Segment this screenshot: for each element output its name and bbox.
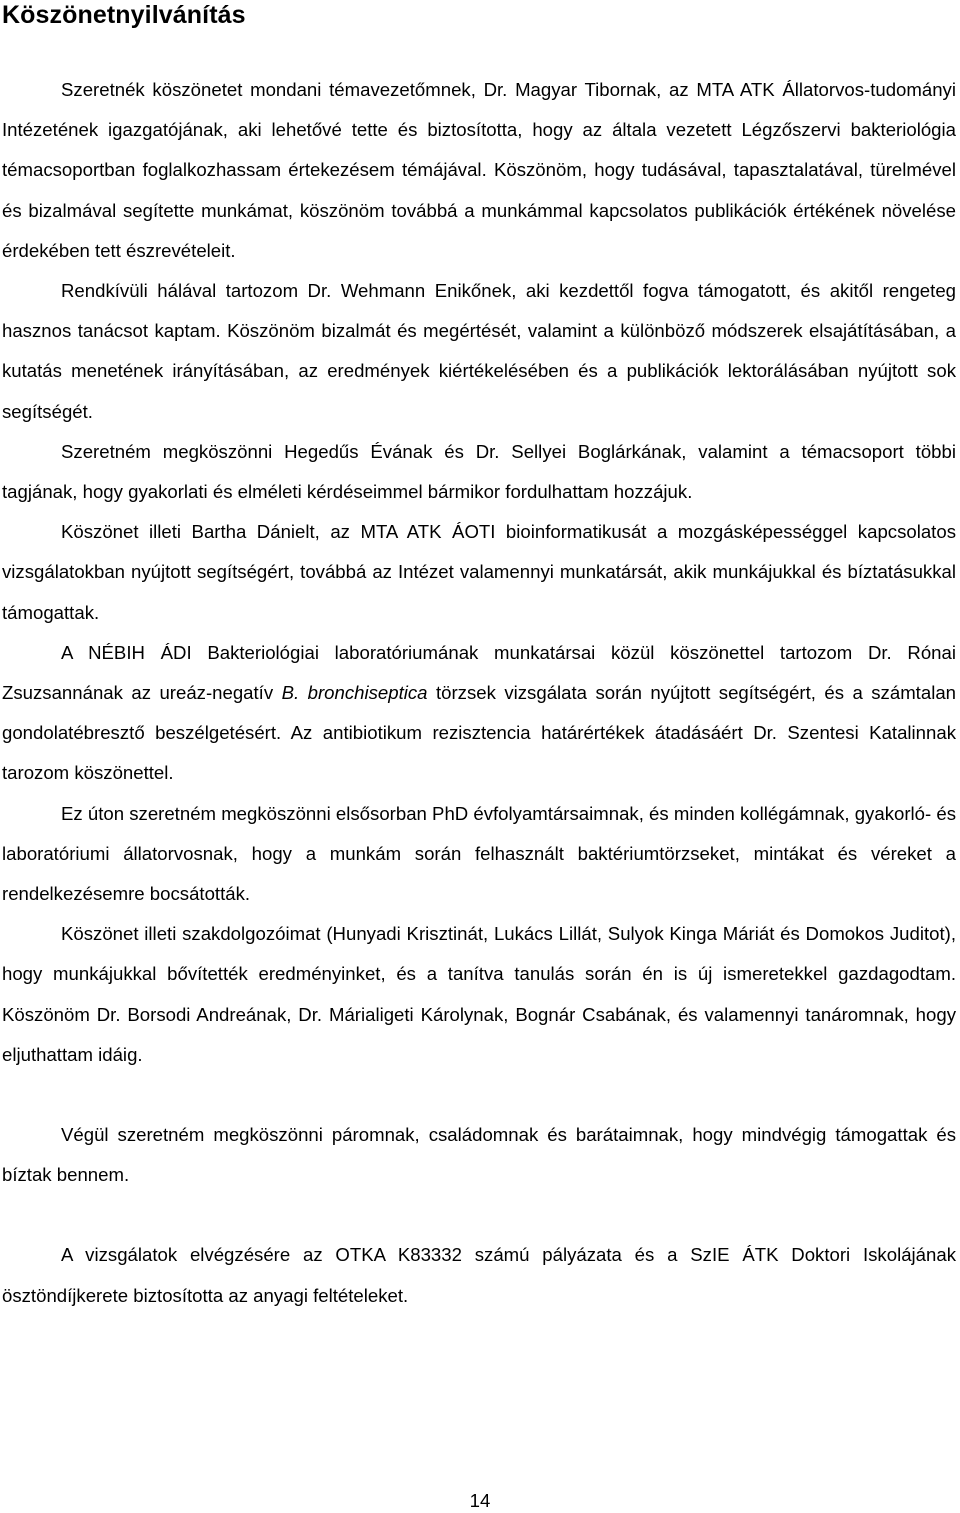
paragraph-funding: A vizsgálatok elvégzésére az OTKA K83332 számú pályázata és a SzIE ÁTK Doktori Iskolájának ösztöndíjkerete biztosította az anyagi feltételeket. [2, 1244, 956, 1306]
paragraph-nebih-lab-text-2: törzsek vizsgálata során nyújtott segítségért, és a számtalan gondolatébresztő beszélgetésért. Az antibiotikum rezisztencia határértékek átadásáért Dr. Szentesi Katalinnak tarozom köszönettel. [2, 682, 957, 784]
page-title: Köszönetnyilvánítás [2, 1, 246, 29]
paragraph-colleagues: Ez úton szeretném megköszönni elsősorban PhD évfolyamtársaimnak, és minden kollégámnak, gyakorló- és laboratóriumi állatorvosnak, hogy a munkám során felhasznált baktériumtörzseket, mintákat és véreket a rendelkezésemre bocsátották. [2, 802, 956, 905]
paragraph-supervisor: Szeretnék köszönetet mondani témavezetőmnek, Dr. Magyar Tibornak, az MTA ATK Állatorvos-tudományi Intézetének igazgatójának, aki lehetővé tette és biztosította, hogy az általa vezetett Légzőszervi bakteriológia témacsoportban foglalkozhassam értekezésem témájával. Köszönöm, hogy tudásával, tapasztalatával, türelmével és bizalmával segítette munkámat, köszönöm továbbá a munkámmal kapcsolatos publikációk értékének növelése érdekében tett észrevételeit. [2, 79, 956, 261]
paragraph-wehmann: Rendkívüli hálával tartozom Dr. Wehmann Enikőnek, aki kezdettől fogva támogatott, és akitől rengeteg hasznos tanácsot kaptam. Köszönöm bizalmát és megértését, valamint a különböző módszerek elsajátításában, a kutatás menetének irányításában, az eredmények kiértékelésében és a publikációk lektorálásában nyújtott sok segítségét. [2, 280, 956, 422]
paragraph-family: Végül szeretném megköszönni páromnak, családomnak és barátaimnak, hogy mindvégig támogattak és bíztak bennem. [2, 1124, 956, 1186]
paragraph-research-group: Szeretném megköszönni Hegedűs Évának és Dr. Sellyei Boglárkának, valamint a témacsoport többi tagjának, hogy gyakorlati és elméleti kérdéseimmel bármikor fordulhattam hozzájuk. [2, 440, 956, 503]
page-number: 14 [469, 1490, 491, 1511]
acknowledgements-body [2, 70, 956, 1316]
paragraph-nebih-lab [2, 633, 956, 794]
paragraph-students: Köszönet illeti szakdolgozóimat (Hunyadi Krisztinát, Lukács Lillát, Sulyok Kinga Máriát és Domokos Juditot), hogy munkájukkal bővítették eredményinket, és a tanítva tanulás során én is új ismeretekkel gazdagodtam. Köszönöm Dr. Borsodi Andreának, Dr. Márialigeti Károlynak, Bognár Csabának, és valamennyi tanáromnak, hogy eljuthattam idáig. [2, 923, 956, 1065]
paragraph-nebih-lab-text-1: A NÉBIH ÁDI Bakteriológiai laboratóriumának munkatársai közül köszönettel tartozom Dr. Rónai Zsuzsannának az ureáz-negatív [2, 641, 956, 704]
species-name: B. bronchiseptica [281, 682, 428, 704]
paragraph-bioinformatics: Köszönet illeti Bartha Dánielt, az MTA ATK ÁOTI bioinformatikusát a mozgásképességgel kapcsolatos vizsgálatokban nyújtott segítségért, továbbá az Intézet valamennyi munkatársát, akik munkájukkal és bíztatásukkal támogattak. [2, 521, 956, 623]
